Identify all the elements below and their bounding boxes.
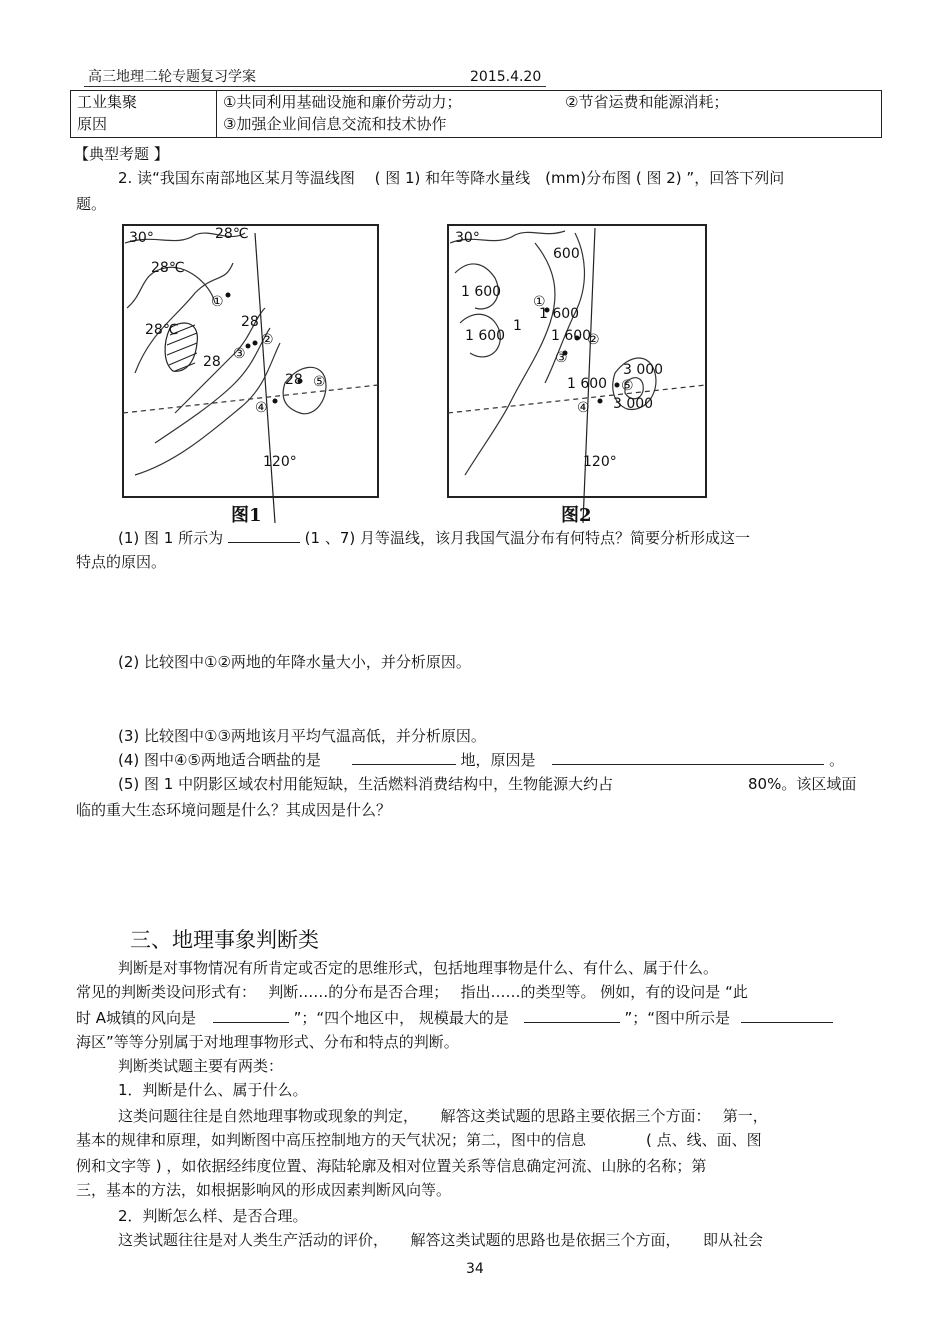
table-label-line1: 工业集聚 — [77, 93, 138, 111]
map1-isotherm-label: 28 — [285, 372, 303, 388]
section-3-para-5b: 基本的规律和原理，如判断图中高压控制地方的天气状况；第二，图中的信息 ( 点、线、面、图 — [76, 1131, 762, 1149]
para-2b-part2: ”；“四个地区中， 规模最大的是 — [293, 1009, 509, 1027]
question-5-line1-tail: 80%。该区域面 — [748, 775, 857, 793]
map1-lon-label: 120° — [263, 454, 297, 470]
figure-1-caption: 图1 — [231, 505, 262, 526]
question-4-end: 。 — [829, 751, 845, 769]
para-2b-part3: ”；“图中所示是 — [624, 1009, 731, 1027]
answer-blank-month[interactable] — [228, 528, 300, 543]
question-1-prefix: (1) 图 1 所示为 — [118, 529, 224, 547]
section-3-para-5d: 三，基本的方法，如根据影响风的形成因素判断风向等。 — [76, 1181, 452, 1199]
blank-largest-scale[interactable] — [524, 1008, 620, 1023]
header-title: 高三地理二轮专题复习学案 — [88, 69, 256, 85]
question-1-text: (1 、7) 月等温线，该月我国气温分布有何特点？简要分析形成这一 — [304, 529, 751, 547]
map2-point-4: ④ — [577, 400, 590, 416]
map2-isohyet-label: 3 000 — [613, 396, 654, 412]
map1-isotherm-label: 28 — [203, 354, 221, 370]
section-3-item-1: 1．判断是什么、属于什么。 — [118, 1081, 308, 1099]
figure-2-caption: 图2 — [561, 505, 592, 526]
map2-isohyet-label: 1 600 — [465, 328, 506, 344]
question-5-line2: 临的重大生态环境问题是什么？其成因是什么？ — [76, 801, 392, 819]
question-1-line1 — [118, 528, 750, 548]
map2-point-5: ⑤ — [621, 378, 634, 394]
page-number: 34 — [466, 1261, 484, 1277]
map2-isohyet-label: 1 600 — [551, 328, 592, 344]
question-3: (3) 比较图中①③两地该月平均气温高低，并分析原因。 — [118, 727, 486, 745]
map1-point-3: ③ — [233, 346, 246, 362]
map1-point-4: ④ — [255, 400, 268, 416]
table-reason-1: ①共同利用基础设施和廉价劳动力； — [223, 93, 462, 111]
section-3-para-2c: 海区”等等分别属于对地理事物形式、分布和特点的判断。 — [76, 1033, 459, 1051]
section-3-title: 三、地理事象判断类 — [130, 928, 319, 952]
map2-isohyet-label: 1 600 — [567, 376, 608, 392]
section-3-para-5a: 这类问题往往是自然地理事物或现象的判定， 解答这类试题的思路主要依据三个方面： 第一， — [118, 1107, 768, 1125]
question-2-stem-line2: 题。 — [76, 195, 107, 213]
typical-questions-heading: 【典型考题 】 — [74, 145, 169, 163]
answer-blank-reason[interactable] — [552, 750, 824, 765]
map2-lat-label: 30° — [455, 230, 480, 246]
question-4-mid: 地，原因是 — [460, 751, 536, 769]
map2-isohyet-label: 1 — [513, 318, 522, 334]
map2-isohyet-label: 1 600 — [539, 306, 580, 322]
section-3-para-2a: 常见的判断类设问形式有： 判断……的分布是否合理； 指出……的类型等。 例如，有的设问是 “此 — [76, 983, 748, 1001]
para-2b-part1: 时 A城镇的风向是 — [76, 1009, 197, 1027]
table-content-cell — [217, 91, 882, 138]
map2-point-1: ① — [533, 294, 546, 310]
map2-point-3: ③ — [555, 350, 568, 366]
section-3-para-5c: 例和文字等 ) ，如依据经纬度位置、海陆轮廓及相对位置关系等信息确定河流、山脉的名称；第 — [76, 1157, 707, 1175]
industry-agglomeration-table — [70, 90, 882, 138]
maps-figure — [115, 213, 712, 525]
map1-point-1: ① — [211, 294, 224, 310]
question-5-line1: (5) 图 1 中阴影区域农村用能短缺，生活燃料消费结构中，生物能源大约占 — [118, 775, 614, 793]
section-3-para-2b — [76, 1008, 833, 1028]
question-4 — [118, 750, 844, 770]
blank-sea-area[interactable] — [741, 1008, 833, 1023]
table-label-line2: 原因 — [77, 115, 108, 133]
map2-isohyet-label: 600 — [553, 246, 580, 262]
map2-point-2: ② — [587, 332, 600, 348]
question-2: (2) 比较图中①②两地的年降水量大小，并分析原因。 — [118, 653, 471, 671]
map1-point-5: ⑤ — [313, 374, 326, 390]
answer-blank-site[interactable] — [352, 750, 456, 765]
header-date: 2015.4.20 — [470, 69, 542, 85]
table-label-cell — [71, 91, 217, 138]
header-rule — [84, 86, 546, 87]
map2-isohyet-label: 3 000 — [623, 362, 664, 378]
blank-wind-direction[interactable] — [213, 1008, 289, 1023]
map1-isotherm-label: 28℃ — [151, 260, 185, 276]
section-3-para-3: 判断类试题主要有两类： — [118, 1057, 284, 1075]
section-3-item-2: 2．判断怎么样、是否合理。 — [118, 1207, 308, 1225]
map1-lat-label: 30° — [129, 230, 154, 246]
question-2-stem-line1: 2. 读“我国东南部地区某月等温线图 ( 图 1) 和年等降水量线 (mm)分布图 ( 图 2) ”，回答下列问 — [118, 169, 785, 187]
table-reason-2: ②节省运费和能源消耗； — [565, 93, 729, 111]
question-1-line2: 特点的原因。 — [76, 553, 167, 571]
map1-isotherm-label: 28℃ — [145, 322, 179, 338]
map1-point-2: ② — [261, 332, 274, 348]
map1-isotherm-label: 28℃ — [215, 226, 249, 242]
map2-lon-label: 120° — [583, 454, 617, 470]
question-4-prefix: (4) 图中④⑤两地适合晒盐的是 — [118, 751, 321, 769]
section-3-para-1: 判断是对事物情况有所肯定或否定的思维形式，包括地理事物是什么、有什么、属于什么。 — [118, 959, 719, 977]
section-3-para-7: 这类试题往往是对人类生产活动的评价， 解答这类试题的思路也是依据三个方面， 即从社会 — [118, 1231, 764, 1249]
map2-isohyet-label: 1 600 — [461, 284, 502, 300]
table-reason-3: ③加强企业间信息交流和技术协作 — [223, 115, 447, 133]
map1-isotherm-label: 28 — [241, 314, 259, 330]
